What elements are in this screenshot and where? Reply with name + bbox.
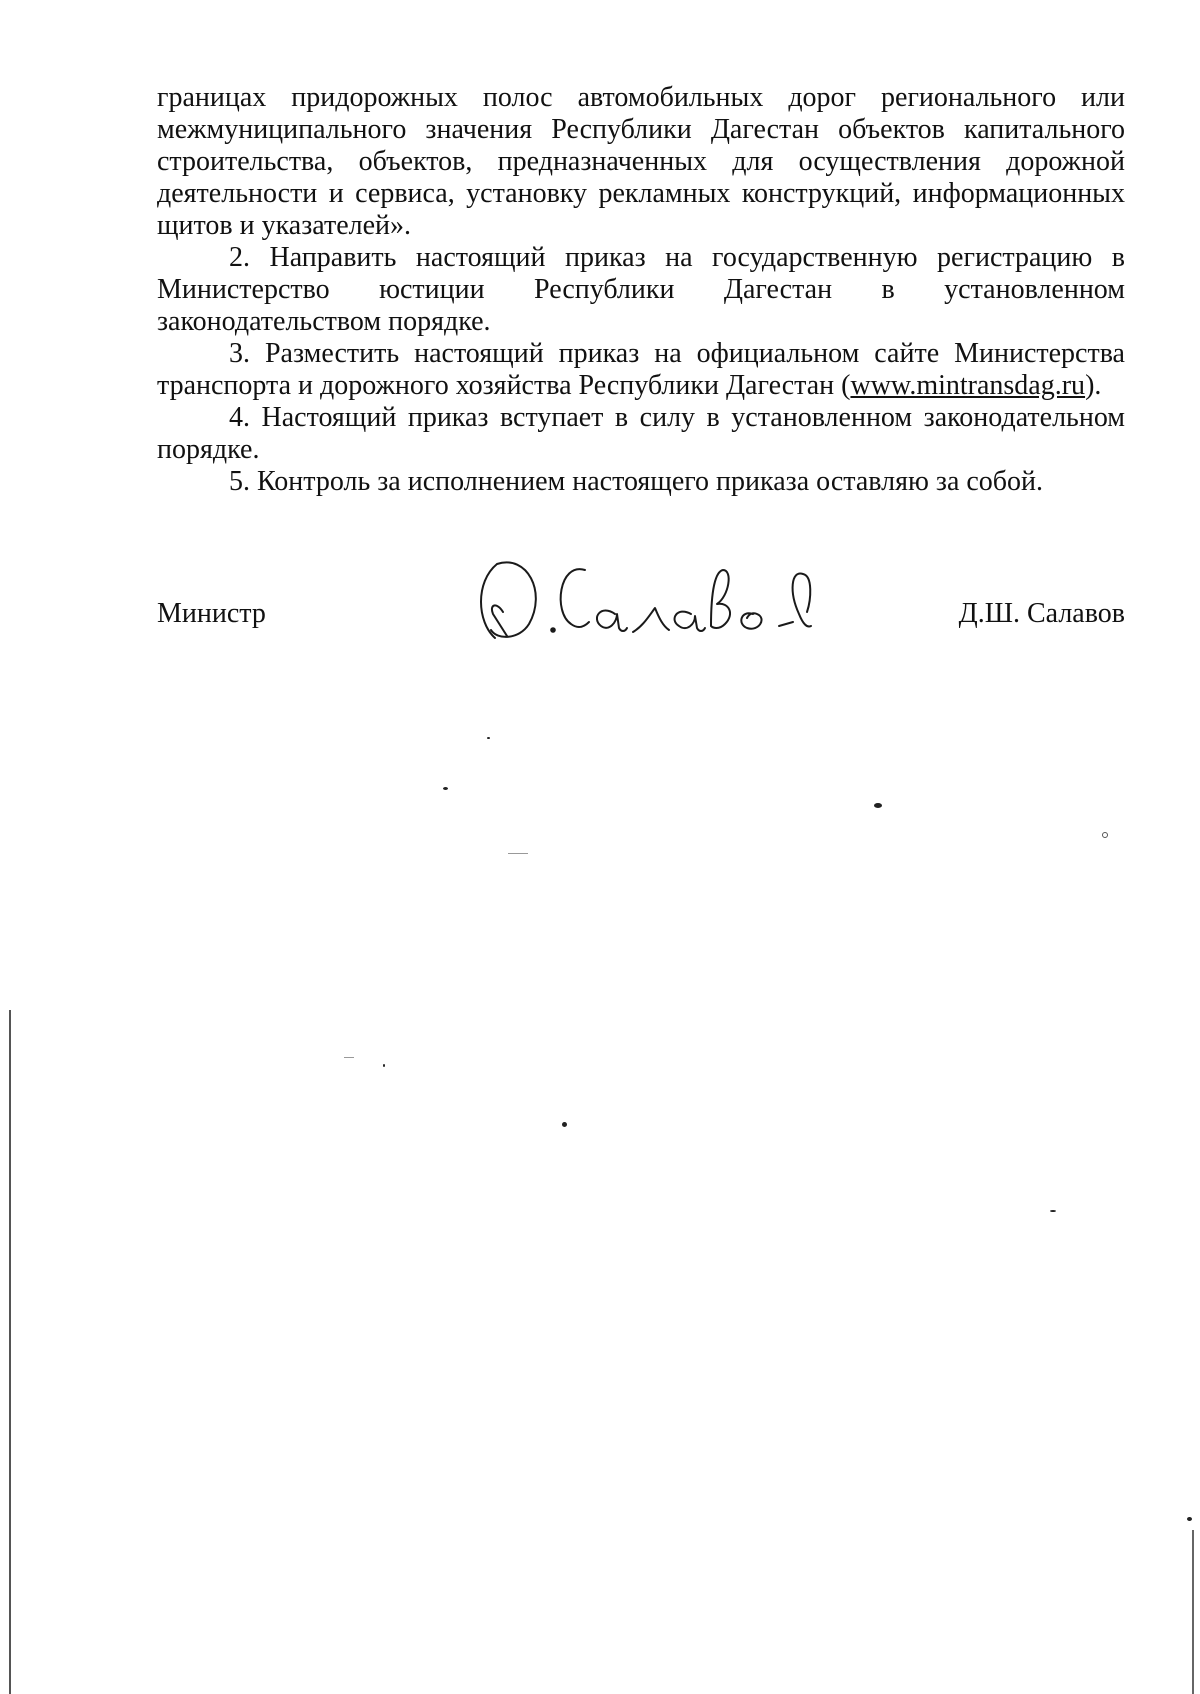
handwritten-signature bbox=[467, 552, 827, 642]
scan-speck bbox=[1050, 1210, 1056, 1212]
paragraph-item-4: 4. Настоящий приказ вступает в силу в установленном законодательном порядке. bbox=[157, 402, 1125, 465]
scan-speck bbox=[874, 803, 882, 808]
ministry-website-link[interactable]: www.mintransdag.ru bbox=[850, 370, 1086, 401]
scan-speck bbox=[508, 853, 528, 854]
scan-edge-line-right bbox=[1192, 1530, 1194, 1694]
paragraph-item-5: 5. Контроль за исполнением настоящего приказа оставляю за собой. bbox=[229, 466, 1044, 497]
paragraph-item-3 bbox=[157, 338, 1125, 402]
paragraph-item-3-text: 3. Разместить настоящий приказ на официальном сайте Министерства транспорта и дорожного хозяйства Республики Дагестан ( bbox=[157, 338, 1125, 401]
signer-position: Министр bbox=[157, 598, 266, 629]
scan-speck bbox=[1102, 832, 1108, 838]
paragraph-continuation: границах придорожных полос автомобильных дорог регионального или межмуниципального значения Республики Дагестан объектов капитального строительства, объектов, предназначенных для осуществления дорожной деятельности и сервиса, установку рекламных конструкций, информационных щитов и указателей». bbox=[157, 82, 1125, 241]
scan-edge-line-left bbox=[9, 1010, 11, 1694]
scan-speck bbox=[383, 1064, 385, 1067]
scan-speck bbox=[1187, 1517, 1192, 1521]
scan-speck bbox=[562, 1122, 567, 1127]
signature-block bbox=[157, 552, 1125, 642]
scan-speck bbox=[443, 787, 448, 790]
scan-speck bbox=[344, 1057, 354, 1058]
paragraph-item-2: 2. Направить настоящий приказ на государственную регистрацию в Министерство юстиции Республики Дагестан в установленном законодательством порядке. bbox=[157, 242, 1125, 337]
signer-name: Д.Ш. Салавов bbox=[958, 598, 1125, 629]
document-body bbox=[157, 82, 1125, 498]
paragraph-item-3-closing: ). bbox=[1085, 370, 1102, 401]
scan-speck bbox=[487, 737, 490, 739]
